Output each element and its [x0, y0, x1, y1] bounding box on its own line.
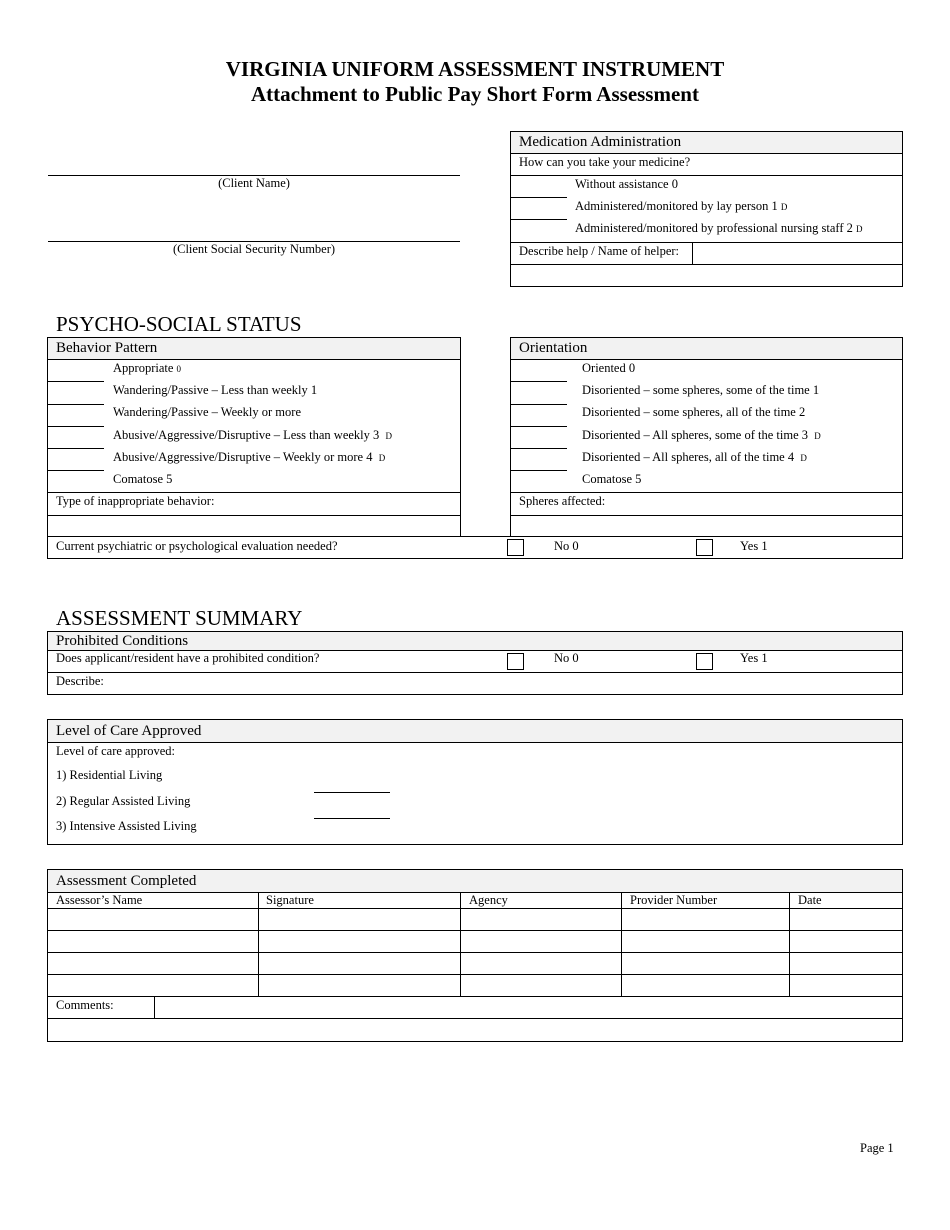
behavior-box [47, 337, 461, 537]
behavior-option: Abusive/Aggressive/Disruptive – Weekly or more 4 D [113, 450, 386, 464]
prohibited-describe-input[interactable] [118, 673, 902, 694]
medication-heading: Medication Administration [511, 132, 902, 154]
behavior-type-input[interactable] [48, 516, 460, 536]
orientation-option-blank[interactable] [511, 448, 567, 449]
prohibited-describe-label: Describe: [56, 674, 104, 688]
prohibited-heading: Prohibited Conditions [48, 632, 902, 651]
care-option-regular: 2) Regular Assisted Living [56, 794, 191, 808]
psychosocial-section-title: PSYCHO-SOCIAL STATUS [56, 312, 302, 336]
behavior-option-blank[interactable] [48, 381, 104, 382]
eval-question: Current psychiatric or psychological evaluation needed? [56, 539, 338, 553]
behavior-heading: Behavior Pattern [48, 338, 460, 360]
client-ssn-caption: (Client Social Security Number) [172, 242, 336, 256]
orientation-option: Disoriented – All spheres, some of the time 3 D [582, 428, 821, 442]
orientation-heading: Orientation [511, 338, 902, 360]
orientation-option-blank[interactable] [511, 404, 567, 405]
completed-box [47, 869, 903, 1042]
helper-input[interactable] [693, 243, 903, 264]
prohibited-yes-checkbox[interactable] [696, 653, 713, 670]
summary-section-title: ASSESSMENT SUMMARY [56, 606, 303, 630]
care-box [47, 719, 903, 845]
orientation-option: Oriented 0 [582, 361, 636, 375]
orientation-box [510, 337, 903, 537]
medication-option: Without assistance 0 [575, 177, 678, 191]
form-title: VIRGINIA UNIFORM ASSESSMENT INSTRUMENT [225, 57, 725, 81]
spheres-label: Spheres affected: [519, 494, 606, 508]
eval-yes-label: Yes 1 [740, 539, 768, 553]
col-date: Date [798, 893, 822, 907]
orientation-option-blank[interactable] [511, 426, 567, 427]
behavior-type-label: Type of inappropriate behavior: [56, 494, 215, 508]
care-blank-residential[interactable] [314, 792, 390, 793]
medication-question: How can you take your medicine? [519, 155, 691, 169]
behavior-option-blank[interactable] [48, 470, 104, 471]
prohibited-yes-label: Yes 1 [740, 651, 768, 665]
spheres-input[interactable] [511, 516, 902, 536]
orientation-option-blank[interactable] [511, 381, 567, 382]
table-row[interactable] [48, 975, 902, 996]
prohibited-question: Does applicant/resident have a prohibited condition? [56, 651, 320, 665]
helper-input-line2[interactable] [511, 265, 903, 286]
comments-label: Comments: [56, 998, 114, 1012]
care-blank-regular[interactable] [314, 818, 390, 819]
care-label: Level of care approved: [56, 744, 176, 758]
prohibited-no-label: No 0 [554, 651, 579, 665]
medication-option: Administered/monitored by lay person 1 D [575, 199, 788, 213]
medication-option-blank[interactable] [511, 197, 567, 198]
form-subtitle: Attachment to Public Pay Short Form Assessment [251, 82, 699, 106]
orientation-option: Disoriented – All spheres, all of the time 4 D [582, 450, 807, 464]
comments-input-line2[interactable] [48, 1019, 902, 1041]
helper-label: Describe help / Name of helper: [519, 244, 680, 258]
orientation-option: Disoriented – some spheres, all of the time 2 [582, 405, 806, 419]
behavior-option-blank[interactable] [48, 426, 104, 427]
behavior-option: Abusive/Aggressive/Disruptive – Less than weekly 3 D [113, 428, 393, 442]
col-signature: Signature [266, 893, 314, 907]
behavior-option: Appropriate 0 [113, 361, 182, 375]
table-row[interactable] [48, 953, 902, 974]
medication-option-blank[interactable] [511, 219, 567, 220]
care-option-intensive: 3) Intensive Assisted Living [56, 819, 197, 833]
orientation-option: Disoriented – some spheres, some of the time 1 [582, 383, 820, 397]
care-option-residential: 1) Residential Living [56, 768, 163, 782]
behavior-option-blank[interactable] [48, 404, 104, 405]
behavior-option: Wandering/Passive – Less than weekly 1 [113, 383, 318, 397]
eval-no-label: No 0 [554, 539, 579, 553]
care-heading: Level of Care Approved [48, 720, 902, 743]
behavior-option-blank[interactable] [48, 448, 104, 449]
page-number: Page 1 [860, 1141, 894, 1155]
col-agency: Agency [469, 893, 508, 907]
prohibited-box [47, 631, 903, 695]
orientation-option: Comatose 5 [582, 472, 642, 486]
behavior-option: Comatose 5 [113, 472, 173, 486]
col-assessor-name: Assessor’s Name [56, 893, 143, 907]
eval-no-checkbox[interactable] [507, 539, 524, 556]
prohibited-no-checkbox[interactable] [507, 653, 524, 670]
table-row[interactable] [48, 909, 902, 930]
eval-row [47, 536, 903, 559]
medication-box [510, 131, 903, 287]
comments-input[interactable] [155, 997, 902, 1018]
behavior-option: Wandering/Passive – Weekly or more [113, 405, 301, 419]
table-row[interactable] [48, 931, 902, 952]
completed-heading: Assessment Completed [48, 870, 902, 893]
client-name-caption: (Client Name) [218, 176, 290, 190]
orientation-option-blank[interactable] [511, 470, 567, 471]
eval-yes-checkbox[interactable] [696, 539, 713, 556]
col-provider-number: Provider Number [630, 893, 718, 907]
medication-option: Administered/monitored by professional nursing staff 2 D [575, 221, 863, 235]
